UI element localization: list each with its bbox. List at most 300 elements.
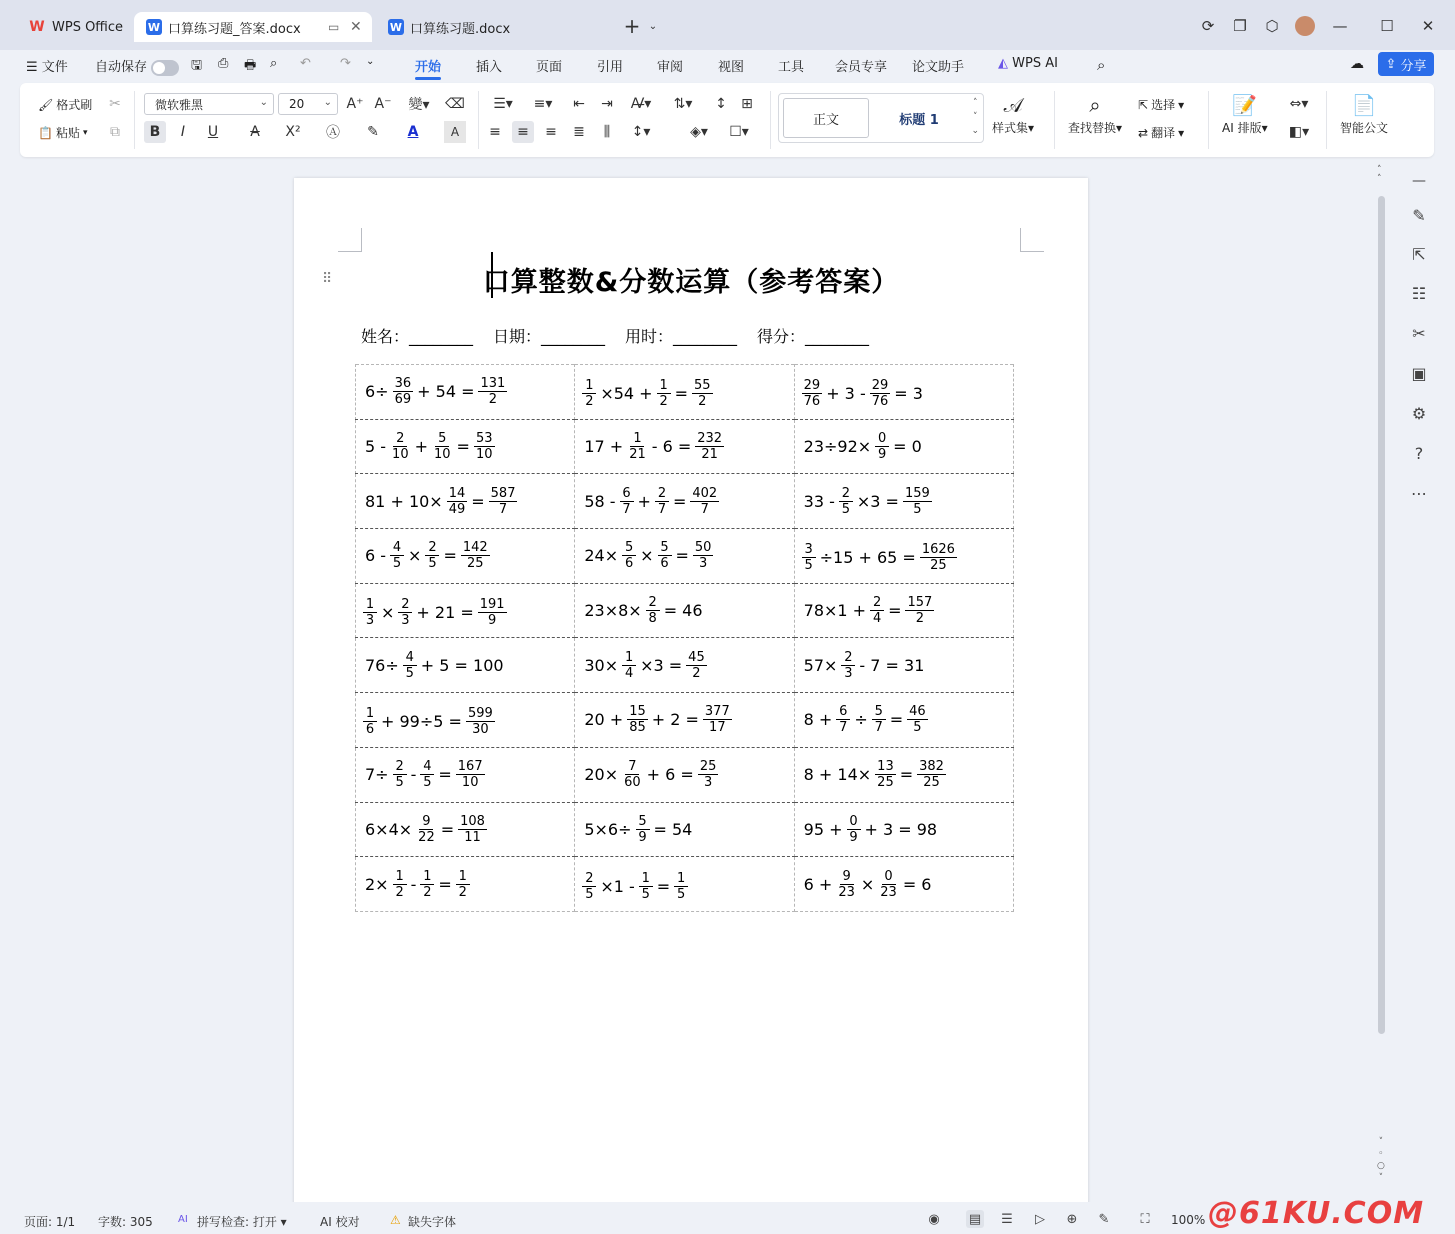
- underline-button[interactable]: U: [207, 124, 219, 140]
- format-painter-button[interactable]: 🖌 格式刷: [38, 97, 93, 112]
- numerator: 1: [420, 869, 434, 885]
- math-expression: [801, 704, 929, 735]
- document-page[interactable]: [294, 178, 1088, 1218]
- numerator: 36: [394, 376, 412, 392]
- expression-text: =: [672, 491, 687, 511]
- denominator: 2: [458, 884, 467, 900]
- name-field[interactable]: 姓名：________: [361, 327, 474, 346]
- numbered-list-icon[interactable]: ≡▾: [533, 96, 553, 112]
- problem-cell[interactable]: [794, 802, 1013, 857]
- problem-cell[interactable]: [356, 583, 575, 638]
- scroll-top-icon[interactable]: ˄ ˄: [1377, 165, 1382, 184]
- problem-cell[interactable]: [356, 693, 575, 748]
- denominator: 7: [622, 501, 631, 517]
- denominator: 5: [395, 775, 404, 791]
- outline-view-icon[interactable]: ☰: [1001, 1211, 1013, 1227]
- fraction: [658, 540, 672, 571]
- fraction: [458, 814, 487, 845]
- denominator: 7: [498, 501, 508, 517]
- numerator: 167: [457, 759, 483, 775]
- expression-text: ×: [860, 874, 875, 894]
- table-row: [356, 802, 1014, 857]
- separator: [478, 91, 479, 149]
- style-normal[interactable]: 正文: [783, 98, 869, 138]
- problem-cell[interactable]: [356, 529, 575, 584]
- menu-tools[interactable]: 工具: [778, 60, 805, 75]
- denominator: 25: [923, 775, 940, 791]
- problem-cell[interactable]: [575, 857, 794, 912]
- expression-text: =: [438, 765, 452, 785]
- numerator: 1: [363, 706, 377, 722]
- show-marks-icon[interactable]: ↕: [715, 96, 727, 112]
- style-scroll[interactable]: ˄ ˅ ⌄: [971, 98, 979, 136]
- find-replace-button[interactable]: ⌕ 查找替换▾: [1068, 93, 1123, 135]
- expression-text: -: [410, 765, 417, 785]
- numerator: 7: [625, 759, 639, 775]
- numerator: 2: [839, 486, 853, 502]
- redo-icon[interactable]: ↷: [340, 56, 351, 71]
- denominator: 10: [475, 447, 493, 463]
- fraction: [692, 378, 713, 409]
- math-expression: [362, 650, 507, 681]
- problem-cell[interactable]: [794, 474, 1013, 529]
- shirt-icon[interactable]: ⚙: [1411, 403, 1427, 423]
- math-expression: [581, 540, 714, 571]
- zoom-level[interactable]: 100%: [1171, 1213, 1206, 1227]
- table-row: [356, 747, 1014, 802]
- help-icon[interactable]: ?: [1414, 443, 1424, 463]
- line-spacing-icon[interactable]: ↕▾: [631, 124, 651, 140]
- expression-text: =: [674, 384, 688, 404]
- menu-insert[interactable]: 插入: [476, 60, 503, 75]
- numerator: 25: [699, 759, 717, 775]
- expression-text: 6÷: [365, 382, 389, 402]
- math-expression: [801, 814, 940, 845]
- denominator: 2: [692, 665, 701, 681]
- tab-stops-icon[interactable]: ⊞: [741, 96, 753, 112]
- denominator: 11: [464, 829, 481, 845]
- style-heading1[interactable]: 标题 1: [899, 112, 939, 128]
- denominator: 76: [803, 394, 821, 410]
- warning-icon: ⚠: [390, 1213, 401, 1227]
- problem-cell[interactable]: [575, 583, 794, 638]
- fraction: [903, 486, 932, 517]
- expression-text: ×: [381, 603, 395, 623]
- fraction: [703, 704, 732, 735]
- denominator: 5: [913, 720, 922, 736]
- fraction: [875, 759, 896, 790]
- expression-text: =: [456, 437, 470, 457]
- expression-text: + 21 =: [416, 603, 474, 623]
- denominator: 9: [849, 829, 858, 845]
- problem-table[interactable]: [355, 364, 1014, 912]
- copy-icon[interactable]: ⧉: [110, 124, 120, 140]
- text-effect-icon[interactable]: Ⓐ: [326, 125, 340, 141]
- denominator: 6: [660, 556, 669, 572]
- fraction: [847, 814, 861, 845]
- fraction: [836, 704, 850, 735]
- fraction: [456, 869, 470, 900]
- expression-text: 20×: [584, 765, 619, 785]
- new-tab-icon[interactable]: +: [623, 14, 641, 38]
- select-button[interactable]: ⇱ 选择 ▾: [1138, 97, 1185, 112]
- shapes-icon[interactable]: ◧▾: [1288, 124, 1310, 140]
- numerator: 2: [655, 486, 669, 502]
- expression-text: =: [471, 491, 485, 511]
- numerator: 50: [694, 540, 712, 556]
- missing-font-button[interactable]: 缺失字体: [408, 1215, 457, 1229]
- save-icon[interactable]: 🖫: [191, 58, 203, 73]
- file-menu[interactable]: ☰ 文件: [26, 60, 68, 75]
- denominator: 7: [700, 501, 709, 517]
- problem-cell[interactable]: [575, 529, 794, 584]
- problem-cell[interactable]: [356, 365, 575, 420]
- expression-text: ÷15 + 65 =: [819, 548, 916, 568]
- more-icon[interactable]: ⋯: [1411, 483, 1427, 503]
- denominator: 21: [629, 447, 646, 463]
- denominator: 5: [423, 775, 432, 791]
- fraction: [390, 540, 404, 571]
- denominator: 9: [638, 829, 647, 845]
- cursor-icon: ⇱: [1138, 97, 1149, 112]
- expression-text: 95 +: [803, 819, 843, 839]
- denominator: 76: [871, 394, 889, 410]
- problem-cell[interactable]: [794, 747, 1013, 802]
- drag-handle-icon[interactable]: ⠿: [322, 271, 333, 287]
- numerator: 1: [622, 650, 636, 666]
- numerator: 1: [582, 378, 596, 394]
- font-size-select[interactable]: 20 ⌄: [278, 93, 338, 115]
- denominator: 2: [488, 392, 498, 408]
- expression-text: + 54 =: [417, 382, 475, 402]
- problem-cell[interactable]: [575, 693, 794, 748]
- problem-cell[interactable]: [356, 802, 575, 857]
- superscript-button[interactable]: X²: [285, 124, 301, 140]
- tab-label: 口算练习题.docx: [410, 21, 511, 37]
- separator: [1326, 91, 1327, 149]
- minimize-icon[interactable]: —: [1332, 17, 1348, 35]
- align-right-icon[interactable]: ≡: [545, 124, 557, 140]
- problem-cell[interactable]: [794, 693, 1013, 748]
- cut-icon[interactable]: ✂: [109, 96, 121, 112]
- avatar[interactable]: [1295, 16, 1315, 36]
- numerator: 4: [403, 650, 417, 666]
- font-color-button[interactable]: A: [407, 124, 419, 140]
- pointer-icon[interactable]: ⇱: [1412, 244, 1426, 264]
- clear-format-icon[interactable]: ⌫: [445, 96, 465, 112]
- fraction: [620, 486, 634, 517]
- numerator: 2: [393, 431, 407, 447]
- justify-icon[interactable]: ≣: [573, 124, 585, 140]
- align-left-icon[interactable]: ≡: [489, 124, 501, 140]
- denominator: 2: [423, 884, 432, 900]
- tools-icon[interactable]: ✂: [1412, 323, 1426, 343]
- text-layout-icon[interactable]: ⇔▾: [1289, 96, 1309, 112]
- ai-layout-button[interactable]: 📝 AI 排版▾: [1222, 93, 1268, 135]
- document-title[interactable]: 口算整数&分数运算（参考答案）: [482, 267, 900, 298]
- close-tab-icon[interactable]: ✕: [350, 19, 362, 35]
- numerator: 45: [688, 649, 705, 665]
- table-row: [356, 693, 1014, 748]
- close-window-icon[interactable]: ✕: [1421, 17, 1435, 35]
- phonetic-guide-icon[interactable]: 變▾: [408, 97, 430, 113]
- problem-cell[interactable]: [575, 802, 794, 857]
- numerator: 377: [704, 704, 730, 720]
- time-field[interactable]: 用时：________: [625, 327, 738, 346]
- strikethrough-button[interactable]: A: [250, 124, 260, 140]
- math-expression: [581, 704, 732, 735]
- fraction: [461, 540, 490, 571]
- font-name-select[interactable]: 微软雅黑 ⌄: [144, 93, 274, 115]
- sliders-icon[interactable]: ☷: [1411, 283, 1427, 303]
- expression-text: ÷: [854, 710, 868, 730]
- chevron-down-icon: ⌄: [323, 97, 332, 108]
- numerator: 2: [398, 597, 412, 613]
- fraction: [872, 704, 886, 735]
- problem-cell[interactable]: [575, 474, 794, 529]
- menu-reference[interactable]: 引用: [597, 60, 624, 75]
- translate-icon: ⇄: [1138, 125, 1149, 140]
- tab-monitor-icon[interactable]: ▭: [328, 20, 340, 34]
- fraction: [622, 650, 636, 681]
- toggle-switch[interactable]: [151, 60, 179, 76]
- problem-cell[interactable]: [356, 747, 575, 802]
- word-count[interactable]: 字数: 305: [98, 1215, 153, 1229]
- expression-text: 5 -: [365, 437, 387, 457]
- fraction: [489, 486, 518, 517]
- problem-cell[interactable]: [356, 474, 575, 529]
- separator: [1054, 91, 1055, 149]
- align-center-icon[interactable]: ≡: [512, 121, 534, 143]
- numerator: 1: [630, 431, 644, 447]
- expression-text: 5×6÷: [584, 819, 632, 839]
- fraction: [655, 486, 669, 517]
- expression-text: 76÷: [365, 655, 399, 675]
- page-count[interactable]: 页面: 1/1: [24, 1215, 76, 1229]
- expression-text: = 3: [894, 384, 923, 404]
- numerator: 5: [872, 704, 886, 720]
- translate-button[interactable]: ⇄ 翻译 ▾: [1138, 125, 1185, 140]
- math-expression: [801, 595, 936, 626]
- expression-text: 24×: [584, 546, 619, 566]
- clipboard-icon: 📋: [38, 125, 53, 140]
- denominator: 5: [677, 886, 686, 902]
- denominator: 22: [418, 829, 435, 845]
- highlight-icon[interactable]: ✎: [367, 124, 379, 140]
- denominator: 5: [641, 886, 650, 902]
- math-expression: [581, 378, 713, 409]
- fraction: [836, 869, 857, 900]
- menu-view[interactable]: 视图: [718, 60, 745, 75]
- ai-doc-icon: 📝: [1232, 93, 1258, 117]
- numerator: 29: [871, 378, 889, 394]
- distribute-icon[interactable]: ⫼: [603, 124, 611, 140]
- denominator: 25: [930, 558, 947, 574]
- increase-indent-icon[interactable]: ⇥: [601, 96, 613, 112]
- fraction: [393, 759, 407, 790]
- watermark-logo: @61KU.COM: [1208, 1196, 1425, 1231]
- image-edit-icon[interactable]: ▣: [1411, 363, 1427, 383]
- problem-cell[interactable]: [575, 365, 794, 420]
- bold-button[interactable]: B: [144, 121, 166, 143]
- italic-button[interactable]: I: [180, 124, 186, 140]
- increase-font-icon[interactable]: A⁺: [346, 96, 364, 112]
- expression-text: 78×1 +: [803, 601, 867, 621]
- expression-text: =: [443, 546, 457, 566]
- expression-text: ×54 +: [600, 384, 653, 404]
- denominator: 30: [472, 722, 489, 738]
- paste-button[interactable]: 📋 粘贴 ▾: [38, 125, 88, 140]
- fraction: [841, 650, 855, 681]
- share-button[interactable]: ⇪ 分享: [1378, 52, 1434, 76]
- problem-cell[interactable]: [575, 747, 794, 802]
- numerator: 1: [393, 869, 407, 885]
- math-expression: [801, 486, 933, 517]
- numerator: 2: [393, 759, 407, 775]
- window-layout-icon[interactable]: ❐: [1233, 17, 1247, 35]
- expression-text: 58 -: [584, 491, 616, 511]
- shading-icon[interactable]: ◈▾: [690, 124, 708, 140]
- decrease-font-icon[interactable]: A⁻: [374, 96, 392, 112]
- numerator: 1626: [921, 542, 955, 558]
- problem-cell[interactable]: [794, 419, 1013, 474]
- fraction: [478, 597, 507, 628]
- ai-proofread-button[interactable]: AI 校对: [320, 1215, 360, 1229]
- menu-bar: [0, 50, 1455, 80]
- eye-icon[interactable]: ◉: [928, 1211, 940, 1227]
- tab-document-exercise[interactable]: [378, 12, 608, 42]
- magnifier-icon: ⌕: [1089, 93, 1101, 117]
- style-set-button[interactable]: 𝒜 样式集▾: [992, 93, 1035, 135]
- print-preview-icon[interactable]: ⌕: [270, 56, 278, 71]
- numerator: 142: [462, 540, 488, 556]
- numerator: 53: [475, 431, 493, 447]
- char-shading-icon[interactable]: A: [444, 121, 466, 143]
- table-row: [356, 365, 1014, 420]
- collapse-icon[interactable]: —: [1412, 173, 1426, 189]
- score-field[interactable]: 得分：________: [757, 327, 870, 346]
- problem-cell[interactable]: [356, 419, 575, 474]
- web-view-icon[interactable]: ⊕: [1066, 1211, 1078, 1227]
- fraction: [416, 814, 437, 845]
- denominator: 2: [915, 611, 925, 627]
- expression-text: 6×4×: [365, 819, 413, 839]
- page-view-icon[interactable]: ▤: [966, 1210, 984, 1228]
- smart-document-button[interactable]: 📄 智能公文: [1340, 93, 1389, 135]
- denominator: 4: [624, 665, 634, 681]
- sort-icon[interactable]: ⇅▾: [673, 96, 693, 112]
- numerator: 2: [646, 595, 660, 611]
- expression-text: +: [414, 437, 428, 457]
- fraction: [802, 378, 823, 409]
- decrease-indent-icon[interactable]: ⇤: [573, 96, 585, 112]
- pen-icon[interactable]: ✎: [1412, 205, 1426, 225]
- autosave-toggle[interactable]: 自动保存: [95, 56, 179, 76]
- brush-icon: 🖌: [38, 97, 54, 112]
- problem-cell[interactable]: [356, 857, 575, 912]
- fraction: [393, 376, 414, 407]
- spell-check-toggle[interactable]: 拼写检查: 打开 ▾: [197, 1215, 287, 1229]
- problem-cell[interactable]: [794, 583, 1013, 638]
- expression-text: + 2 =: [651, 710, 699, 730]
- numerator: 3: [802, 542, 816, 558]
- print-icon[interactable]: 🖶: [244, 58, 257, 73]
- problem-cell[interactable]: [575, 419, 794, 474]
- menu-review[interactable]: 审阅: [657, 60, 684, 75]
- problem-cell[interactable]: [794, 857, 1013, 912]
- chevron-down-icon[interactable]: ⌄: [648, 20, 658, 32]
- denominator: 7: [839, 720, 848, 736]
- menu-home[interactable]: 开始: [415, 56, 441, 75]
- upload-cloud-icon[interactable]: ☁: [1350, 56, 1364, 72]
- numerator: 5: [658, 540, 672, 556]
- maximize-icon[interactable]: ☐: [1380, 17, 1394, 35]
- date-field[interactable]: 日期：________: [493, 327, 606, 346]
- page-nav-icons[interactable]: ˅ ◦ ○ ˅: [1377, 1137, 1385, 1183]
- fit-page-icon[interactable]: ⛶: [1140, 1211, 1150, 1227]
- table-row: [356, 857, 1014, 912]
- share-icon: ⇪: [1385, 56, 1397, 72]
- menu-member[interactable]: 会员专享: [835, 60, 888, 75]
- tab-document-answer[interactable]: [134, 12, 372, 42]
- export-icon[interactable]: ⎙: [218, 56, 229, 71]
- borders-icon[interactable]: ☐▾: [729, 124, 749, 140]
- vertical-scrollbar[interactable]: [1378, 196, 1385, 1034]
- pen-view-icon[interactable]: ✎: [1098, 1211, 1110, 1227]
- problem-cell[interactable]: [794, 365, 1013, 420]
- table-row: [356, 583, 1014, 638]
- expression-text: =: [675, 546, 689, 566]
- search-icon[interactable]: ⌕: [1097, 56, 1106, 74]
- undo-icon[interactable]: ↶: [300, 56, 311, 71]
- problem-cell[interactable]: [356, 638, 575, 693]
- denominator: 10: [392, 447, 409, 463]
- menu-wps-ai[interactable]: ◭ WPS AI: [998, 56, 1058, 71]
- denominator: 49: [448, 501, 466, 517]
- student-info-line[interactable]: [361, 324, 869, 347]
- expression-text: = 0: [893, 437, 922, 457]
- menu-page[interactable]: 页面: [536, 60, 563, 75]
- expression-text: -: [410, 874, 417, 894]
- expression-text: 81 + 10×: [365, 491, 443, 511]
- fraction: [627, 704, 648, 735]
- fraction: [639, 871, 653, 902]
- more-chevron-icon[interactable]: ⌄: [366, 56, 375, 67]
- numerator: 14: [448, 485, 466, 501]
- tab-wps-office[interactable]: [18, 12, 130, 42]
- fraction: [393, 869, 407, 900]
- menu-thesis[interactable]: 论文助手: [912, 60, 965, 75]
- bullet-list-icon[interactable]: ☰▾: [493, 96, 513, 112]
- problem-cell[interactable]: [794, 638, 1013, 693]
- expression-text: + 5 = 100: [420, 655, 504, 675]
- expression-text: =: [656, 876, 671, 896]
- play-icon[interactable]: ▷: [1035, 1211, 1045, 1227]
- numerator: 5: [636, 814, 650, 830]
- numerator: 0: [847, 814, 861, 830]
- math-expression: [581, 486, 720, 517]
- problem-cell[interactable]: [575, 638, 794, 693]
- numerator: 5: [435, 431, 449, 447]
- expression-text: = 6: [902, 874, 932, 894]
- numerator: 4: [420, 759, 434, 775]
- problem-cell[interactable]: [794, 529, 1013, 584]
- fraction: [690, 486, 719, 517]
- cloud-sync-icon[interactable]: ⟳: [1201, 17, 1215, 35]
- denominator: 4: [872, 611, 882, 627]
- text-direction-icon[interactable]: Ꜻ▾: [630, 96, 652, 112]
- cube-icon[interactable]: ⬡: [1265, 17, 1279, 35]
